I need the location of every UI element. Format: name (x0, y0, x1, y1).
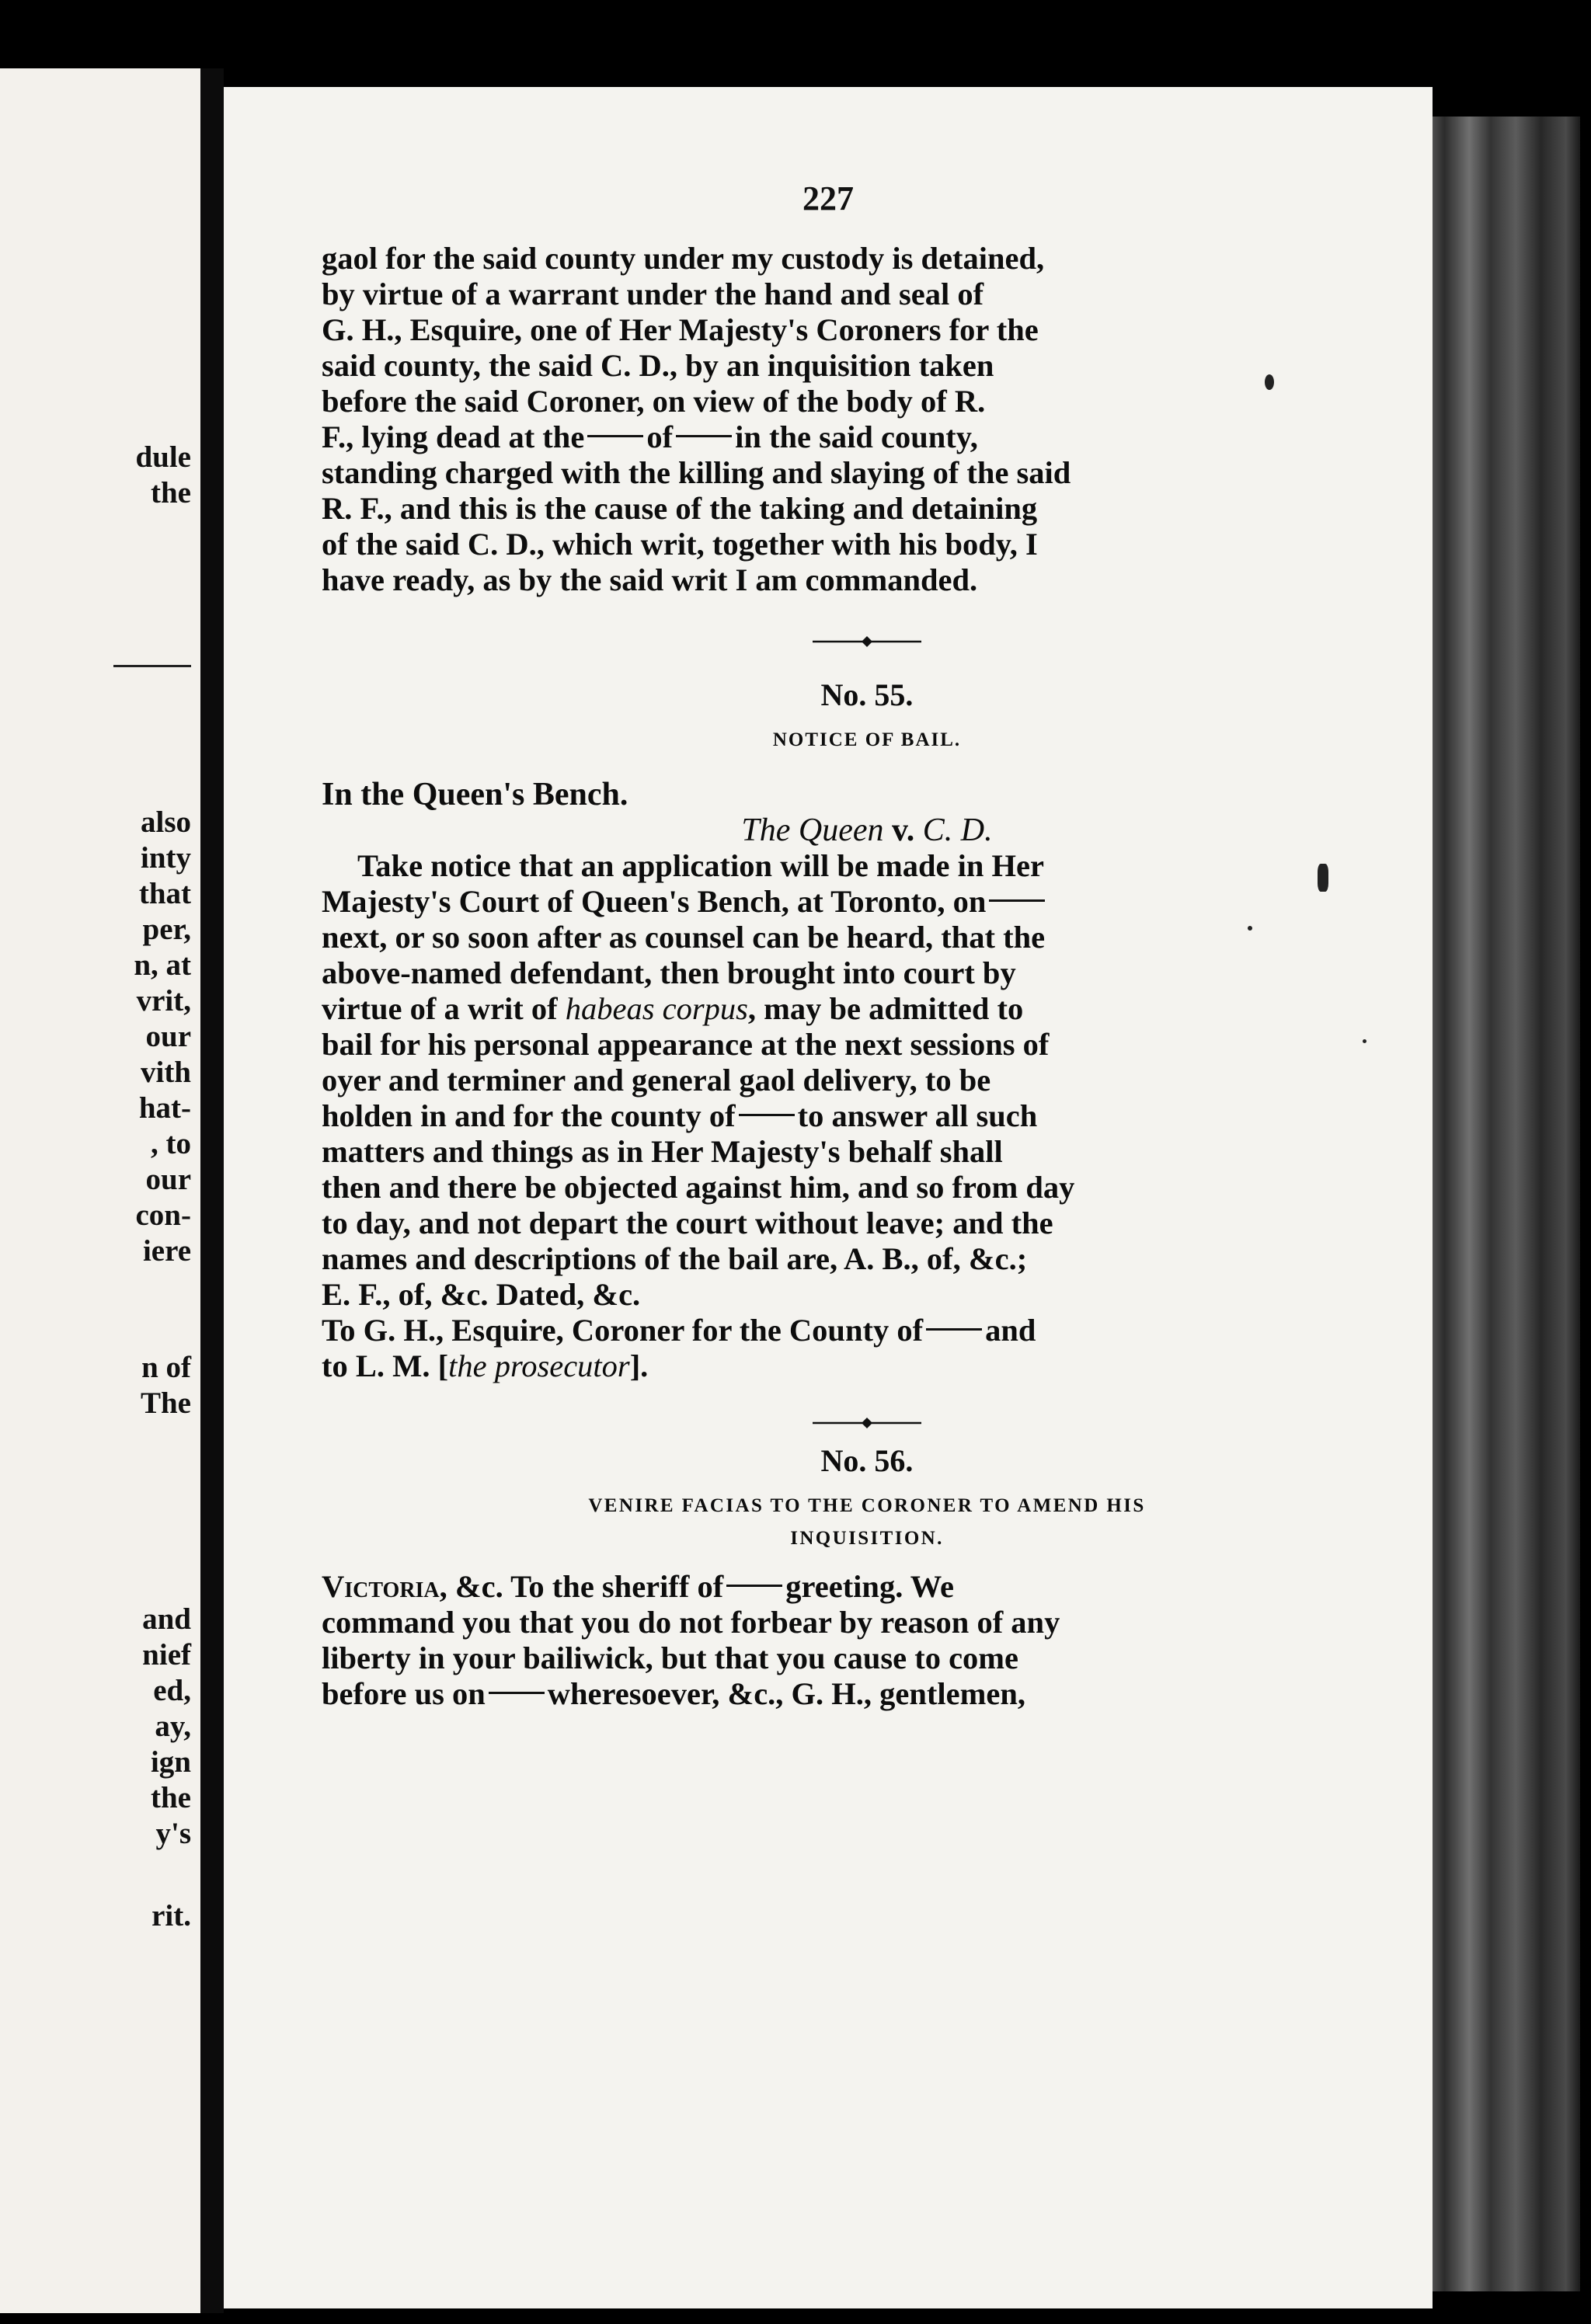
ink-speck (1248, 926, 1252, 931)
blank-line (726, 1585, 782, 1587)
left-page-text-fragment: , to (151, 1127, 191, 1160)
text-span: F., lying dead at the (322, 419, 585, 454)
left-page-text-fragment: our (145, 1020, 191, 1053)
text-line: bail for his personal appearance at the next sessions of (322, 1027, 1050, 1062)
left-page-text-fragment: our (145, 1163, 191, 1196)
left-page-fragment (0, 68, 200, 2313)
left-page-text-fragment: n, at (134, 948, 191, 982)
text-line (322, 991, 1412, 1027)
text-line: above-named defendant, then brought into court by (322, 955, 1016, 990)
text-span: of (646, 419, 674, 454)
page-number: 227 (802, 179, 854, 217)
left-page-text-fragment: rit. (151, 1899, 191, 1933)
section-title: NOTICE OF BAIL. (772, 729, 962, 750)
text-line (322, 1348, 1412, 1384)
text-line: matters and things as in Her Majesty's behalf shall (322, 1134, 1003, 1169)
text-line: Take notice that an application will be made in Her (357, 848, 1044, 883)
ink-speck (1318, 864, 1328, 892)
text-line: have ready, as by the said writ I am commanded. (322, 562, 978, 597)
section-title-line: INQUISITION. (790, 1528, 944, 1549)
left-page-text-fragment: the (151, 1781, 191, 1814)
blank-line (489, 1692, 545, 1694)
left-page-text-fragment: hat- (138, 1091, 191, 1125)
text-line (322, 1098, 1412, 1134)
text-span: , may be admitted to (747, 991, 1024, 1026)
text-span: holden in and for the county of (322, 1098, 736, 1133)
left-page-text-fragment: con- (135, 1199, 191, 1232)
text-line (322, 1676, 1412, 1712)
text-line: standing charged with the killing and slaying of the said (322, 455, 1071, 490)
page-text (322, 241, 1412, 1712)
blank-line (587, 435, 643, 437)
left-page-text-fragment: n of (141, 1351, 191, 1384)
text-line (322, 884, 1412, 920)
text-span: and (985, 1313, 1036, 1348)
left-page-text-fragment: vrit, (136, 984, 191, 1018)
section-title (322, 1490, 1412, 1555)
text-span: , &c. To the sheriff of (439, 1569, 724, 1604)
left-page-text-fragment: also (140, 805, 191, 839)
text-span: wheresoever, &c., G. H., gentlemen, (547, 1676, 1026, 1711)
text-line (322, 1313, 1412, 1348)
text-line (322, 419, 1412, 455)
small-caps-term: Victoria (322, 1569, 440, 1604)
text-span: ]. (629, 1348, 649, 1383)
text-line: before the said Coroner, on view of the body of R. (322, 384, 986, 419)
text-line: command you that you do not forbear by reason of any (322, 1605, 1060, 1640)
text-span: before us on (322, 1676, 486, 1711)
case-party-b: C. D. (922, 812, 993, 848)
left-page-text-fragment: ay, (155, 1710, 191, 1743)
right-page (224, 87, 1433, 2308)
section-56 (322, 1443, 1412, 1712)
case-party-a: The Queen (741, 812, 884, 848)
left-page-text-fragment: y's (155, 1817, 191, 1850)
case-versus: v. (892, 812, 915, 848)
text-span: to L. M. [ (322, 1348, 449, 1383)
text-line: names and descriptions of the bail are, A. B., of, &c.; (322, 1241, 1028, 1276)
text-line (322, 1569, 1412, 1605)
section-number: No. 55. (820, 677, 914, 712)
text-line: of the said C. D., which writ, together with his body, I (322, 527, 1038, 562)
text-span: To G. H., Esquire, Coroner for the County of (322, 1313, 924, 1348)
blank-line (676, 435, 732, 437)
blank-line (926, 1328, 982, 1331)
text-line: said county, the said C. D., by an inquisition taken (322, 348, 994, 383)
text-line: then and there be objected against him, and so from day (322, 1170, 1075, 1205)
left-page-text-fragment: and (142, 1602, 191, 1636)
court-line: In the Queen's Bench. (322, 777, 628, 812)
left-page-text-fragment: inty (140, 841, 191, 875)
left-page-text-fragment: dule (135, 440, 191, 474)
text-span: greeting. We (785, 1569, 954, 1604)
text-span: in the said county, (735, 419, 978, 454)
continuation-paragraph (322, 241, 1412, 598)
text-span: Majesty's Court of Queen's Bench, at Toronto, on (322, 884, 987, 919)
left-page-rule (113, 665, 191, 667)
left-page-text-fragment: vith (140, 1056, 191, 1089)
text-line: next, or so soon after as counsel can be heard, that the (322, 920, 1046, 955)
ink-speck (1265, 374, 1274, 390)
left-page-text-fragment: iere (142, 1234, 191, 1268)
left-page-text-fragment: The (140, 1386, 191, 1420)
left-page-text-fragment: nief (142, 1638, 191, 1672)
text-line: E. F., of, &c. Dated, &c. (322, 1277, 641, 1312)
section-55 (322, 677, 1412, 1384)
left-page-text-fragment: ed, (153, 1674, 191, 1707)
italic-term: the prosecutor (448, 1348, 630, 1383)
text-span: to answer all such (797, 1098, 1038, 1133)
section-title-line: VENIRE FACIAS TO THE CORONER TO AMEND HIS (588, 1495, 1146, 1516)
text-line: G. H., Esquire, one of Her Majesty's Coroners for the (322, 312, 1039, 347)
blank-line (989, 899, 1045, 902)
blank-line (739, 1114, 795, 1116)
section-divider-ornament (813, 1415, 921, 1431)
ink-speck (1363, 1039, 1366, 1043)
text-line: by virtue of a warrant under the hand and seal of (322, 277, 984, 311)
left-page-text-fragment: ign (150, 1745, 191, 1779)
section-divider-ornament (813, 634, 921, 649)
book-gutter (200, 68, 224, 2313)
case-title (322, 812, 1412, 848)
text-span: virtue of a writ of (322, 991, 558, 1026)
left-page-text-fragment: per, (142, 913, 191, 946)
section-number: No. 56. (820, 1443, 914, 1478)
text-line: to day, and not depart the court without leave; and the (322, 1205, 1053, 1240)
text-line: liberty in your bailiwick, but that you cause to come (322, 1640, 1019, 1675)
text-line: oyer and terminer and general gaol delivery, to be (322, 1063, 991, 1098)
left-page-text-fragment: the (151, 476, 191, 510)
text-line: gaol for the said county under my custody is detained, (322, 241, 1045, 276)
italic-term: habeas corpus (565, 991, 748, 1026)
left-page-text-fragment: that (138, 877, 191, 910)
text-line: R. F., and this is the cause of the taking and detaining (322, 491, 1038, 526)
